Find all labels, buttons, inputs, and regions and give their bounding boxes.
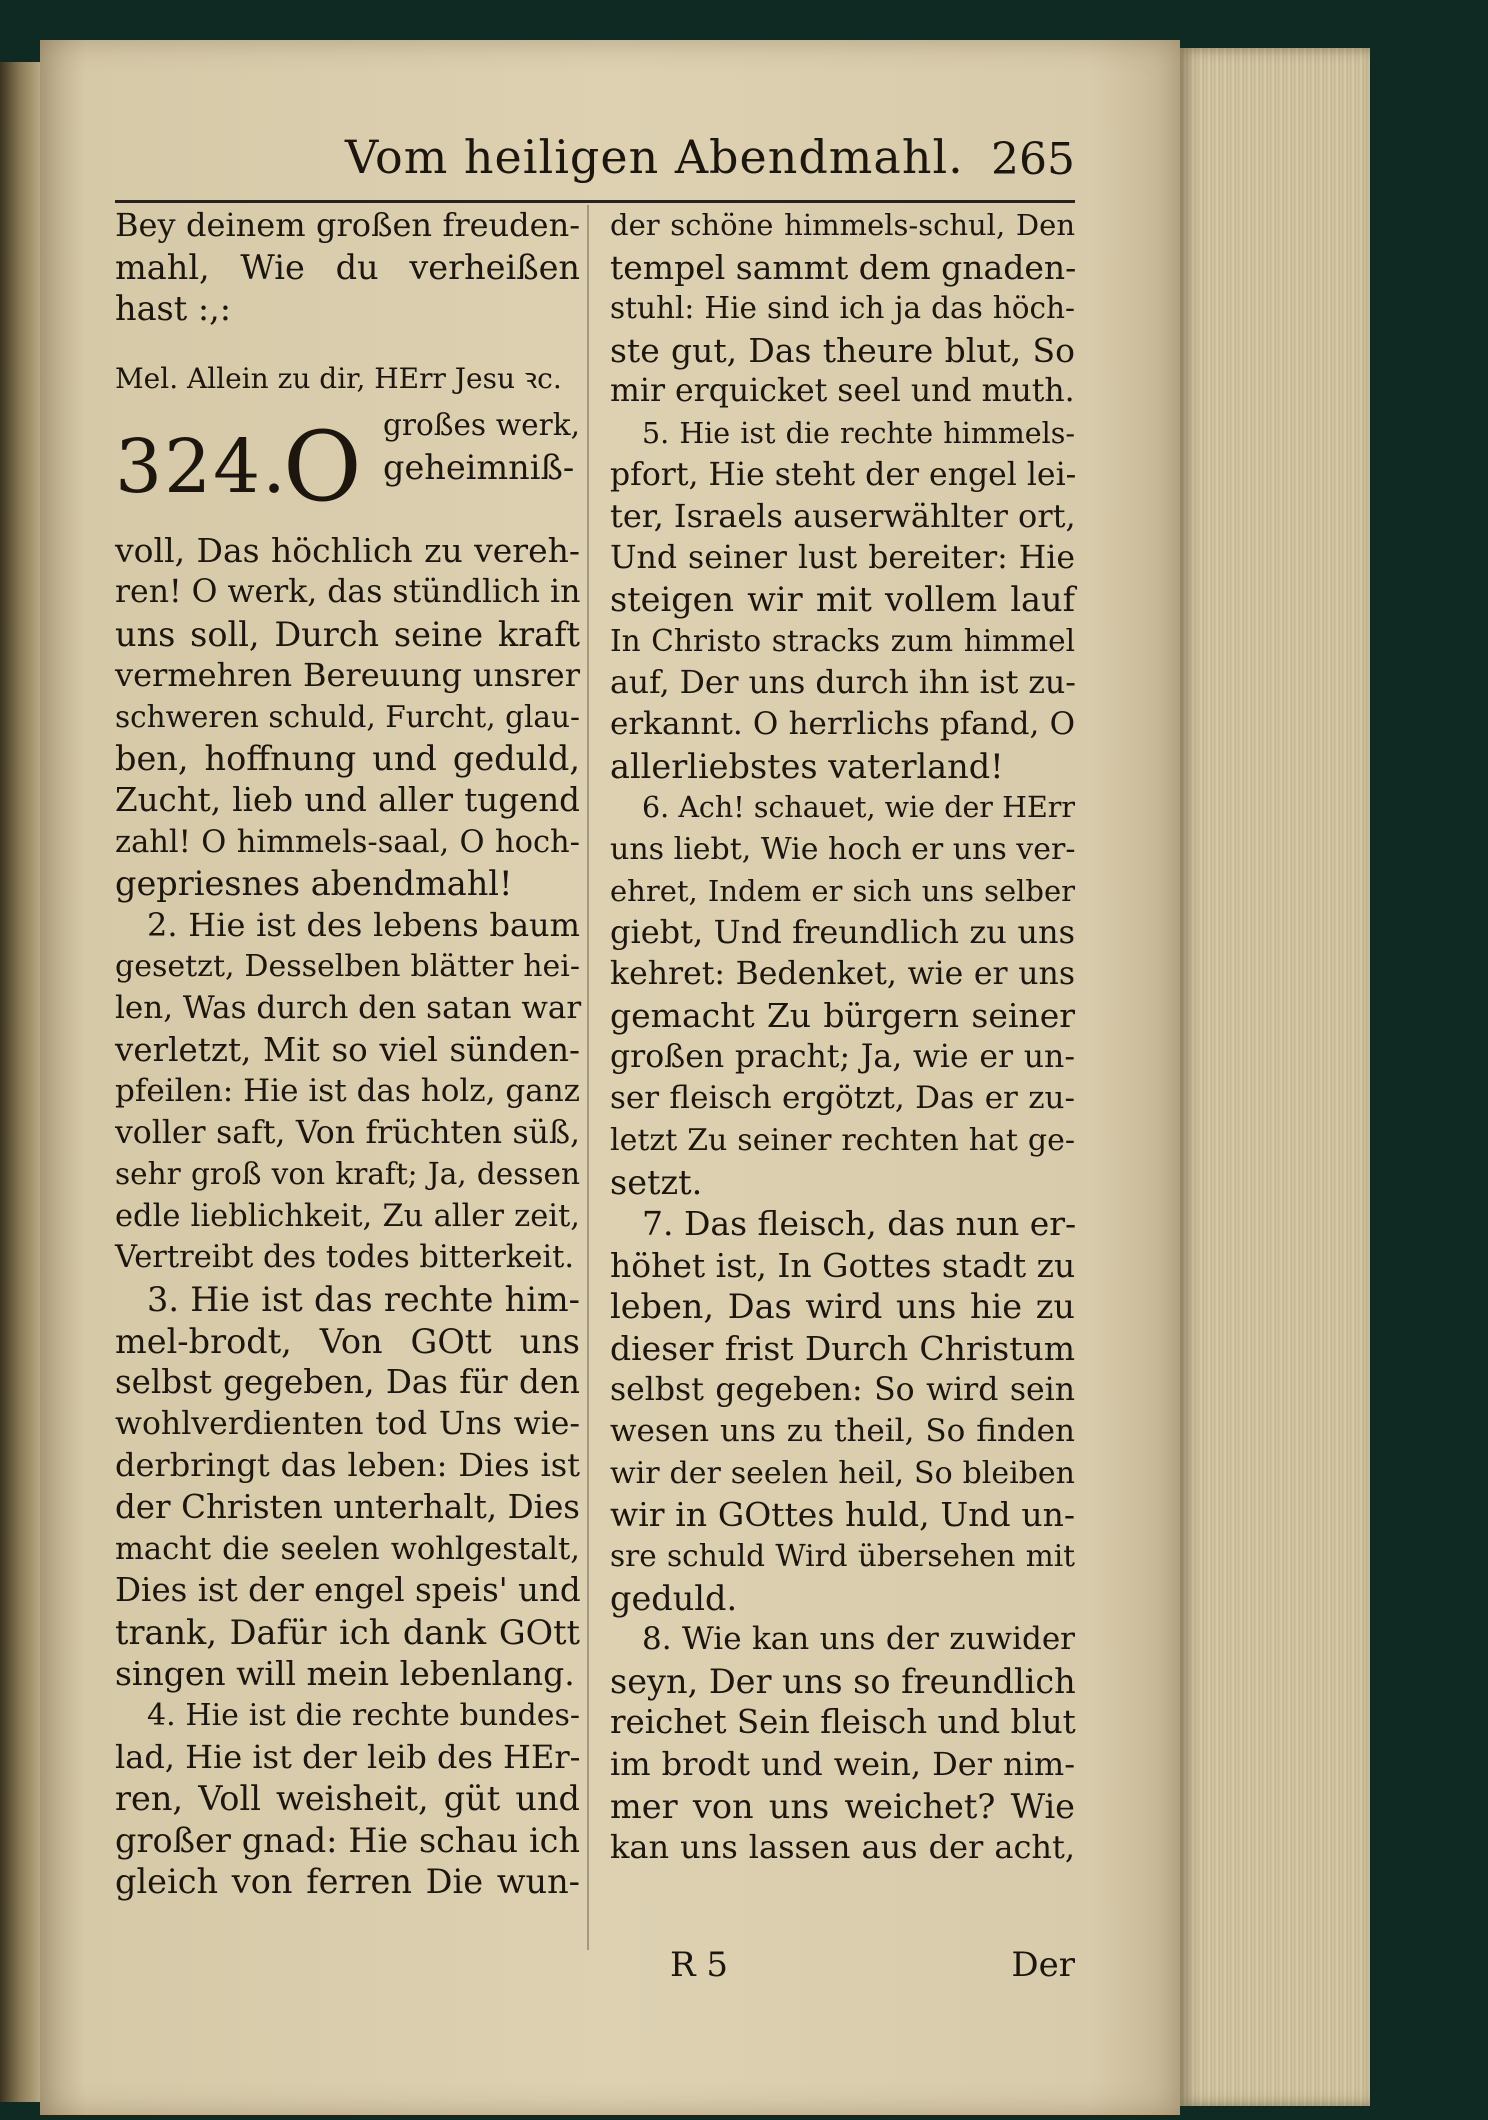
text-line: sre schuld Wird übersehen mit [610,1539,1075,1573]
text-line: ser fleisch ergötzt, Das er zu- [610,1080,1075,1117]
text-line: großen pracht; Ja, wie er un- [610,1038,1075,1075]
text-line: vermehren Bereuung unsrer [115,656,580,695]
text-line: 7. Das fleisch, das nun er- [642,1204,1077,1244]
text-line: kan uns lassen aus der acht, [610,1828,1075,1867]
drop-initial: O [283,411,362,524]
text-line: edle lieblichkeit, Zu aller zeit, [115,1198,580,1234]
text-line: dieser frist Durch Christum [610,1329,1075,1369]
hymn-heading [115,405,580,530]
signature-mark: R 5 [670,1945,729,1985]
text-line: trank, Dafür ich dank GOtt [115,1612,580,1652]
text-line: reichet Sein fleisch und blut [610,1703,1076,1742]
text-line: schweren schuld, Furcht, glau- [115,699,580,734]
text-line: wir in GOttes huld, Und un- [610,1495,1075,1535]
continuation-verse [610,205,1075,413]
text-line: singen will mein lebenlang. [115,1654,575,1694]
column-divider [587,205,589,1950]
verse-3 [115,1279,580,1695]
text-line: selbst gegeben: So wird sein [610,1371,1075,1408]
text-line: ren! O werk, das stündlich in [115,573,581,610]
text-line: seyn, Der uns so freundlich [610,1661,1076,1701]
text-line: Und seiner lust bereiter: Hie [610,539,1075,576]
verse-1 [115,530,580,904]
right-column [610,205,1075,1869]
text-line: 8. Wie kan uns der zuwider [642,1621,1075,1658]
hymn-first-lines [383,405,580,488]
verse-7 [610,1203,1075,1619]
text-line: im brodt und wein, Der nim- [610,1744,1075,1783]
text-line: ter, Israels auserwählter ort, [610,497,1076,536]
text-line: gemacht Zu bürgern seiner [610,996,1075,1036]
text-line: sehr groß von kraft; Ja, dessen [115,1157,580,1192]
text-line: ehret, Indem er sich uns selber [610,873,1075,908]
text-line: pfort, Hie steht der engel lei- [610,456,1077,493]
text-line: kehret: Bedenket, wie er uns [610,955,1075,992]
text-line: zahl! O himmels-saal, O hoch- [115,824,580,860]
facing-page-edge [0,62,40,2102]
text-line: macht die seelen wohlgestalt, [115,1531,580,1567]
text-line: auf, Der uns durch ihn ist zu- [610,664,1076,701]
text-line: gleich von ferren Die wun- [115,1862,580,1902]
text-line: Dies ist der engel speis' und [115,1571,581,1610]
running-title: Vom heiligen Abendmahl. [345,130,964,184]
text-line: der Christen unterhalt, Dies [115,1488,580,1527]
text-line: wesen uns zu theil, So finden [610,1413,1075,1450]
text-line: stuhl: Hie sind ich ja das höch- [610,291,1075,326]
text-line: lad, Hie ist der leib des HEr- [115,1737,581,1776]
verse-5 [610,413,1075,787]
text-line: giebt, Und freundlich zu uns [610,913,1075,952]
text-line: großer gnad: Hie schau ich [115,1820,580,1860]
text-line: mahl, Wie du verheißen [115,247,580,287]
text-line: höhet ist, In Gottes stadt zu [610,1245,1076,1285]
text-line: leben, Das wird uns hie zu [610,1287,1075,1327]
text-line: der schöne himmels-schul, Den [610,208,1075,242]
text-line: großes werk, [383,408,580,443]
text-line: 4. Hie ist die rechte bundes- [147,1698,580,1733]
text-line: derbringt das leben: Dies ist [115,1446,580,1485]
page-header [115,130,1075,203]
catchword: Der [1011,1945,1075,1985]
text-line: selbst gegeben, Das für den [115,1363,580,1402]
text-line: mer von uns weichet? Wie [610,1786,1075,1826]
text-line: Zucht, lieb und aller tugend [115,780,580,819]
text-line: uns soll, Durch seine kraft [115,614,580,654]
text-line: gepriesnes abendmahl! [115,864,513,904]
text-line: wohlverdienten tod Uns wie- [115,1405,580,1442]
text-line: hast :,: [115,289,232,329]
verse-4 [115,1695,580,1903]
text-line: mir erquicket seel und muth. [610,373,1075,410]
page-number: 265 [991,134,1075,185]
text-line: geduld. [610,1578,738,1618]
text-line: wir der seelen heil, So bleiben [610,1455,1075,1491]
text-line: steigen wir mit vollem lauf [610,580,1075,620]
hymn-number: 324. [115,424,288,511]
verse-8 [610,1619,1075,1869]
text-line: allerliebstes vaterland! [610,746,1004,786]
continuation-verse [115,205,580,330]
text-line: letzt Zu seiner rechten hat ge- [610,1123,1075,1159]
melody-line: Mel. Allein zu dir, HErr Jesu ꝛc. [115,361,562,395]
text-line: uns liebt, Wie hoch er uns ver- [610,831,1076,867]
left-column [115,205,580,1903]
text-line: voller saft, Von früchten süß, [115,1114,580,1151]
text-line: ren, Voll weisheit, güt und [115,1779,580,1819]
text-line: setzt. [610,1162,703,1202]
text-line: mel-brodt, Von GOtt uns [115,1321,580,1361]
text-line: tempel sammt dem gnaden- [610,247,1077,287]
text-line: ste gut, Das theure blut, So [610,330,1075,370]
text-line: 2. Hie ist des lebens baum [147,905,580,944]
text-line: gesetzt, Desselben blätter hei- [115,949,580,985]
text-line: len, Was durch den satan war [115,989,582,1026]
text-line: ben, hoffnung und geduld, [115,739,580,779]
text-line: verletzt, Mit so viel sünden- [115,1030,580,1069]
text-line: pfeilen: Hie ist das holz, ganz [115,1073,580,1110]
text-line: 3. Hie ist das rechte him- [147,1280,580,1320]
text-line: voll, Das höchlich zu vereh- [115,531,580,571]
text-line: geheimniß- [383,447,575,487]
page-footer [610,1945,1075,1987]
text-line: erkannt. O herrlichs pfand, O [610,706,1075,743]
text-line: 5. Hie ist die rechte himmels- [642,416,1075,450]
text-line: Bey deinem großen freuden- [115,206,580,244]
verse-6 [610,787,1075,1203]
text-line: In Christo stracks zum himmel [610,623,1075,658]
verse-2 [115,905,580,1279]
text-line: 6. Ach! schauet, wie der HErr [642,791,1075,825]
book-fore-edge [1180,48,1370,2106]
text-line: Vertreibt des todes bitterkeit. [115,1240,575,1276]
